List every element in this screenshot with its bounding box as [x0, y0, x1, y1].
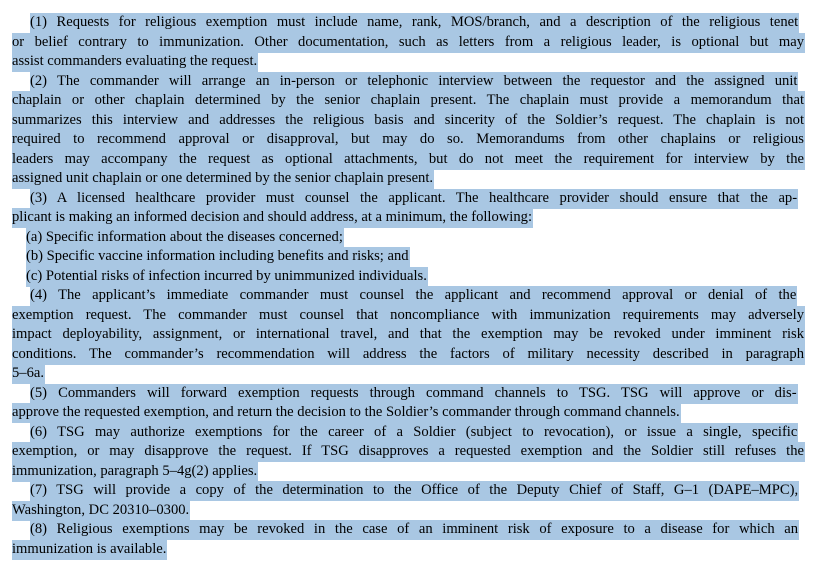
highlighted-text: conditions. The commander’s recommendation will address the factors of military necessity described in paragraph	[12, 345, 805, 365]
highlighted-text: (5) Commanders will forward exemption requests through command channels to TSG. TSG will approve or dis-	[30, 384, 798, 404]
text-line	[26, 247, 410, 267]
text-line	[12, 208, 533, 228]
text-line	[30, 72, 798, 92]
text-line	[12, 540, 167, 560]
text-line	[12, 442, 805, 462]
text-line	[12, 33, 805, 53]
text-line	[30, 13, 799, 33]
text-line	[12, 52, 258, 72]
text-line	[12, 501, 190, 521]
text-line	[12, 111, 805, 131]
highlighted-text: (7) TSG will provide a copy of the determination to the Office of the Deputy Chief of Staff, G–1 (DAPE–MPC),	[30, 481, 799, 501]
highlighted-text: required to recommend approval or disapproval, but may do so. Memorandums from other chaplains or religious	[12, 130, 805, 150]
highlighted-text: plicant is making an informed decision and should address, at a minimum, the following:	[12, 208, 533, 228]
text-line	[30, 423, 798, 443]
highlighted-text: approve the requested exemption, and return the decision to the Soldier’s commander through command channels.	[12, 403, 681, 423]
highlighted-text: (4) The applicant’s immediate commander must counsel the applicant and recommend approval or denial of the	[30, 286, 797, 306]
text-line	[12, 364, 45, 384]
text-line	[30, 189, 798, 209]
highlighted-text: leaders may accompany the request as optional attachments, but do not meet the requirement for interview by the	[12, 150, 805, 170]
highlighted-text: (c) Potential risks of infection incurred by unimmunized individuals.	[26, 267, 428, 287]
text-line	[12, 462, 258, 482]
highlighted-text: assist commanders evaluating the request.	[12, 52, 258, 72]
highlighted-text: impact deployability, assignment, or international travel, and that the exemption may be revoked under imminent risk	[12, 325, 805, 345]
text-line	[26, 228, 344, 248]
text-line	[12, 403, 681, 423]
highlighted-text: immunization, paragraph 5–4g(2) applies.	[12, 462, 258, 482]
highlighted-text: (2) The commander will arrange an in-person or telephonic interview between the requestor and the assigned unit	[30, 72, 798, 92]
text-line	[30, 286, 797, 306]
text-line	[12, 130, 805, 150]
highlighted-text: (6) TSG may authorize exemptions for the career of a Soldier (subject to revocation), or issue a single, specific	[30, 423, 798, 443]
highlighted-text: or belief contrary to immunization. Other documentation, such as letters from a religious leader, is optional but may	[12, 33, 805, 53]
highlighted-text: (3) A licensed healthcare provider must counsel the applicant. The healthcare provider should ensure that the ap-	[30, 189, 798, 209]
highlighted-text: (8) Religious exemptions may be revoked in the case of an imminent risk of exposure to a disease for which an	[30, 520, 799, 540]
highlighted-text: (a) Specific information about the diseases concerned;	[26, 228, 344, 248]
text-line	[12, 325, 805, 345]
text-line	[12, 306, 805, 326]
text-line	[12, 345, 805, 365]
text-line	[30, 481, 799, 501]
highlighted-text: 5–6a.	[12, 364, 45, 384]
text-line	[30, 520, 799, 540]
highlighted-text: exemption, or may disapprove the request. If TSG disapproves a requested exemption and the Soldier still refuses the	[12, 442, 805, 462]
highlighted-text: chaplain or other chaplain determined by the senior chaplain present. The chaplain must provide a memorandum that	[12, 91, 805, 111]
highlighted-text: immunization is available.	[12, 540, 167, 560]
highlighted-text: exemption request. The commander must counsel that noncompliance with immunization requirements may adversely	[12, 306, 805, 326]
text-line	[12, 91, 805, 111]
highlighted-text: assigned unit chaplain or one determined by the senior chaplain present.	[12, 169, 434, 189]
text-line	[12, 150, 805, 170]
text-line	[12, 169, 434, 189]
text-line	[30, 384, 798, 404]
highlighted-text: Washington, DC 20310–0300.	[12, 501, 190, 521]
highlighted-text: (1) Requests for religious exemption must include name, rank, MOS/branch, and a description of the religious tenet	[30, 13, 799, 33]
highlighted-text: (b) Specific vaccine information including benefits and risks; and	[26, 247, 410, 267]
highlighted-text: summarizes this interview and addresses the religious basis and sincerity of the Soldier’s request. The chaplain is not	[12, 111, 805, 131]
text-line	[26, 267, 428, 287]
